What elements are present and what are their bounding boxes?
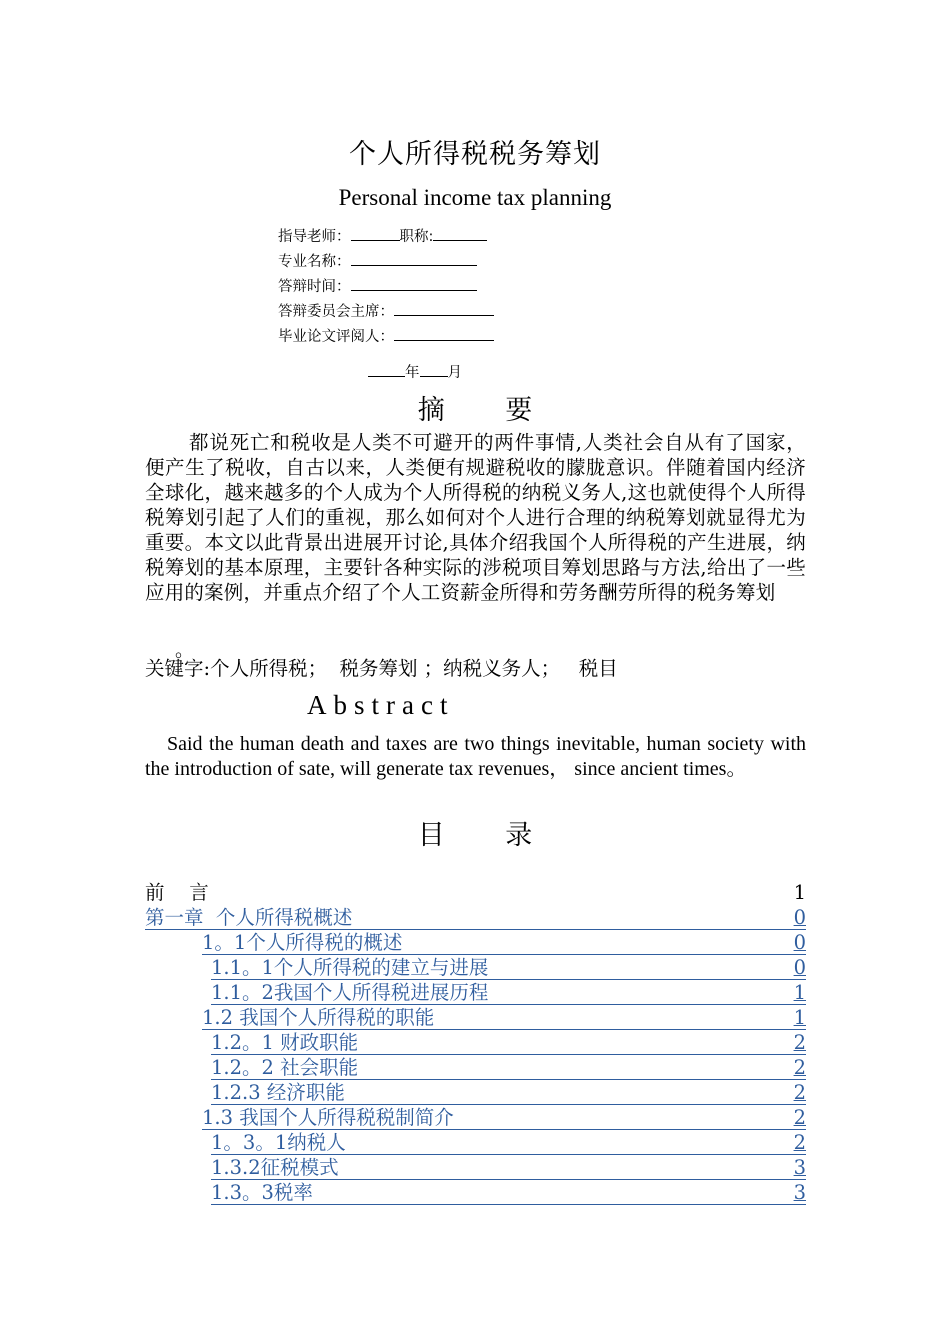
job-title-blank: [433, 227, 487, 241]
toc-entry-link[interactable]: [211, 1030, 806, 1055]
toc-entry-link[interactable]: [202, 1105, 806, 1130]
toc-entry-link[interactable]: [211, 1155, 806, 1180]
reviewer-line: [278, 327, 494, 346]
toc-entry-label: 1.2。2 社会职能: [211, 1056, 359, 1079]
document-title: 个人所得税税务筹划: [349, 139, 601, 170]
toc-entry-page: 0: [793, 931, 806, 954]
month-label: 月: [447, 365, 462, 381]
advisor-line: [278, 227, 487, 246]
toc-entry-page: 0: [793, 956, 806, 979]
toc-entry-label: 1.3 我国个人所得税税制简介: [202, 1106, 454, 1129]
toc-entry-page: 3: [793, 1156, 806, 1179]
year-blank: [368, 363, 405, 377]
defense-time-line: [278, 277, 477, 296]
toc-entry-preface[interactable]: [145, 880, 806, 905]
toc-entry-link[interactable]: [211, 1055, 806, 1080]
toc-entry-label: 1。1个人所得税的概述: [202, 931, 403, 954]
toc-heading: 目 录: [417, 820, 559, 851]
advisor-label: 指导老师：: [278, 229, 351, 245]
toc-entry-link[interactable]: [145, 905, 806, 930]
toc-entry-page: 2: [793, 1056, 806, 1079]
advisor-blank: [351, 227, 400, 241]
toc-entry-link[interactable]: [211, 955, 806, 980]
date-line: [368, 361, 462, 382]
major-line: [278, 252, 477, 271]
toc-entry-label: 1。3。1纳税人: [211, 1131, 346, 1154]
toc-entry-label: 1.2 我国个人所得税的职能: [202, 1006, 435, 1029]
abstract-en-heading: Abstract: [307, 690, 455, 720]
abstract-trailing-mark: 。: [175, 639, 195, 661]
committee-chair-blank: [394, 302, 494, 316]
toc-entry-link[interactable]: [202, 1005, 806, 1030]
toc-entry-label: 1.2.3 经济职能: [211, 1081, 345, 1104]
toc-entry-label: 第一章 个人所得税概述: [145, 906, 353, 929]
abstract-body: 都说死亡和税收是人类不可避开的两件事情,人类社会自从有了国家，便产生了税收，自古以来，人类便有规避税收的朦胧意识。伴随着国内经济全球化，越来越多的个人成为个人所得税的纳税义务人,这也就使得个人所得税筹划引起了人们的重视，那么如何对个人进行合理的纳税筹划就显得尤为重要。本文以此背景出进展开讨论,具体介绍我国个人所得税的产生进展，纳税筹划的基本原理，主要针各种实际的涉税项目筹划思路与方法,给出了一些应用的案例，并重点介绍了个人工资薪金所得和劳务酬劳所得的税务筹划: [145, 431, 806, 604]
defense-time-label: 答辩时间：: [278, 279, 351, 295]
toc-entry-label: 前 言: [145, 881, 209, 904]
toc-entry-page: 1: [793, 1006, 806, 1029]
month-blank: [420, 363, 448, 377]
abstract-en-body: Said the human death and taxes are two things inevitable, human society with the introduction of sate, will generate tax revenues， since ancient times。: [145, 733, 806, 780]
toc-entry-link[interactable]: [211, 980, 806, 1005]
toc-entry-link[interactable]: [202, 930, 806, 955]
job-title-label: 职称:: [399, 229, 434, 245]
document-subtitle: Personal income tax planning: [338, 185, 612, 210]
toc-entry-label: 1.3.2征税模式: [211, 1156, 339, 1179]
toc-entry-label: 1.1。1个人所得税的建立与进展: [211, 956, 489, 979]
toc-entry-label: 1.2。1 财政职能: [211, 1031, 359, 1054]
abstract-heading: 摘 要: [417, 395, 559, 426]
toc-entry-page: 2: [793, 1106, 806, 1129]
toc-entry-page: 2: [793, 1081, 806, 1104]
toc-entry-link[interactable]: [211, 1130, 806, 1155]
toc-entry-label: 1.1。2我国个人所得税进展历程: [211, 981, 489, 1004]
defense-time-blank: [351, 277, 477, 291]
toc-entry-page: 2: [793, 1131, 806, 1154]
toc-entry-link[interactable]: [211, 1180, 806, 1205]
keywords: 关键字:个人所得税； 税务筹划 ；纳税义务人； 税目: [145, 657, 618, 680]
reviewer-blank: [394, 327, 494, 341]
toc-entry-link[interactable]: [211, 1080, 806, 1105]
major-label: 专业名称：: [278, 254, 351, 270]
toc-entry-page: 2: [793, 1031, 806, 1054]
committee-chair-line: [278, 302, 494, 321]
year-label: 年: [405, 365, 420, 381]
committee-chair-label: 答辩委员会主席：: [278, 304, 394, 320]
major-blank: [351, 252, 477, 266]
reviewer-label: 毕业论文评阅人：: [278, 329, 394, 345]
toc-entry-page: 1: [793, 981, 806, 1004]
toc-entry-page: 1: [793, 881, 806, 904]
toc-entry-label: 1.3。3税率: [211, 1181, 313, 1204]
toc-entry-page: 0: [793, 906, 806, 929]
toc-entry-page: 3: [793, 1181, 806, 1204]
